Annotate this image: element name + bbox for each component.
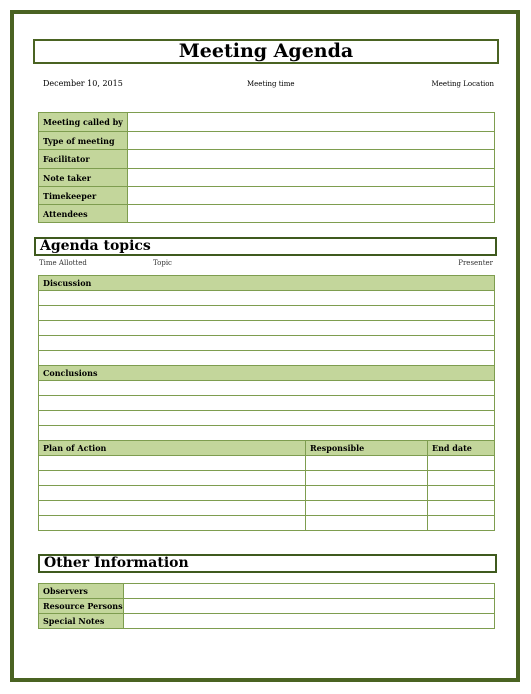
discussion-header: Discussion xyxy=(39,276,495,291)
info-value-field[interactable] xyxy=(128,205,495,223)
end-date-field[interactable] xyxy=(428,456,495,471)
conclusions-header: Conclusions xyxy=(39,366,495,381)
page-title: Meeting Agenda xyxy=(33,39,499,64)
conclusions-field[interactable] xyxy=(39,426,495,441)
plan-row xyxy=(39,516,495,531)
plan-field[interactable] xyxy=(39,516,306,531)
plan-header-row xyxy=(39,441,495,456)
info-value-field[interactable] xyxy=(128,132,495,150)
responsible-field[interactable] xyxy=(306,456,428,471)
info-label: Meeting called by xyxy=(39,113,128,132)
info-value-field[interactable] xyxy=(128,169,495,187)
end-date-field[interactable] xyxy=(428,501,495,516)
plan-row xyxy=(39,456,495,471)
other-row xyxy=(39,584,495,599)
info-label: Facilitator xyxy=(39,150,128,169)
other-row xyxy=(39,599,495,614)
discussion-field[interactable] xyxy=(39,321,495,336)
conclusions-row xyxy=(39,381,495,396)
time-allotted-label: Time Allotted xyxy=(39,259,87,267)
info-row xyxy=(39,150,495,169)
info-row xyxy=(39,113,495,132)
end-date-field[interactable] xyxy=(428,471,495,486)
info-label: Attendees xyxy=(39,205,128,223)
discussion-field[interactable] xyxy=(39,351,495,366)
end-date-field[interactable] xyxy=(428,516,495,531)
info-label: Note taker xyxy=(39,169,128,187)
plan-field[interactable] xyxy=(39,456,306,471)
conclusions-row xyxy=(39,396,495,411)
discussion-row xyxy=(39,291,495,306)
meeting-time[interactable]: Meeting time xyxy=(247,80,295,88)
section-header-row xyxy=(39,366,495,381)
info-label: Type of meeting xyxy=(39,132,128,150)
discussion-row xyxy=(39,321,495,336)
responsible-header: Responsible xyxy=(306,441,428,456)
other-value-field[interactable] xyxy=(124,599,495,614)
end-date-field[interactable] xyxy=(428,486,495,501)
discussion-field[interactable] xyxy=(39,291,495,306)
other-label: Observers xyxy=(39,584,124,599)
presenter-label: Presenter xyxy=(458,259,493,267)
discussion-row xyxy=(39,336,495,351)
other-row xyxy=(39,614,495,629)
info-value-field[interactable] xyxy=(128,187,495,205)
conclusions-row xyxy=(39,426,495,441)
discussion-row xyxy=(39,306,495,321)
info-row xyxy=(39,132,495,150)
responsible-field[interactable] xyxy=(306,516,428,531)
plan-row xyxy=(39,471,495,486)
responsible-field[interactable] xyxy=(306,486,428,501)
other-label: Special Notes xyxy=(39,614,124,629)
info-row xyxy=(39,205,495,223)
other-label: Resource Persons xyxy=(39,599,124,614)
info-value-field[interactable] xyxy=(128,150,495,169)
info-row xyxy=(39,187,495,205)
plan-field[interactable] xyxy=(39,471,306,486)
agenda-table xyxy=(38,275,495,531)
end-date-header: End date xyxy=(428,441,495,456)
meeting-info-table xyxy=(38,112,495,223)
other-value-field[interactable] xyxy=(124,584,495,599)
conclusions-field[interactable] xyxy=(39,411,495,426)
other-value-field[interactable] xyxy=(124,614,495,629)
discussion-field[interactable] xyxy=(39,336,495,351)
discussion-row xyxy=(39,351,495,366)
plan-of-action-header: Plan of Action xyxy=(39,441,306,456)
conclusions-row xyxy=(39,411,495,426)
conclusions-field[interactable] xyxy=(39,396,495,411)
plan-field[interactable] xyxy=(39,486,306,501)
responsible-field[interactable] xyxy=(306,501,428,516)
plan-field[interactable] xyxy=(39,501,306,516)
conclusions-field[interactable] xyxy=(39,381,495,396)
agenda-topics-heading: Agenda topics xyxy=(34,237,497,256)
meeting-date[interactable]: December 10, 2015 xyxy=(43,79,123,88)
discussion-field[interactable] xyxy=(39,306,495,321)
plan-row xyxy=(39,501,495,516)
info-value-field[interactable] xyxy=(128,113,495,132)
other-info-table xyxy=(38,583,495,629)
section-header-row xyxy=(39,276,495,291)
topic-label: Topic xyxy=(153,259,172,267)
info-label: Timekeeper xyxy=(39,187,128,205)
info-row xyxy=(39,169,495,187)
meeting-location[interactable]: Meeting Location xyxy=(431,80,494,88)
responsible-field[interactable] xyxy=(306,471,428,486)
plan-row xyxy=(39,486,495,501)
other-information-heading: Other Information xyxy=(38,554,497,573)
